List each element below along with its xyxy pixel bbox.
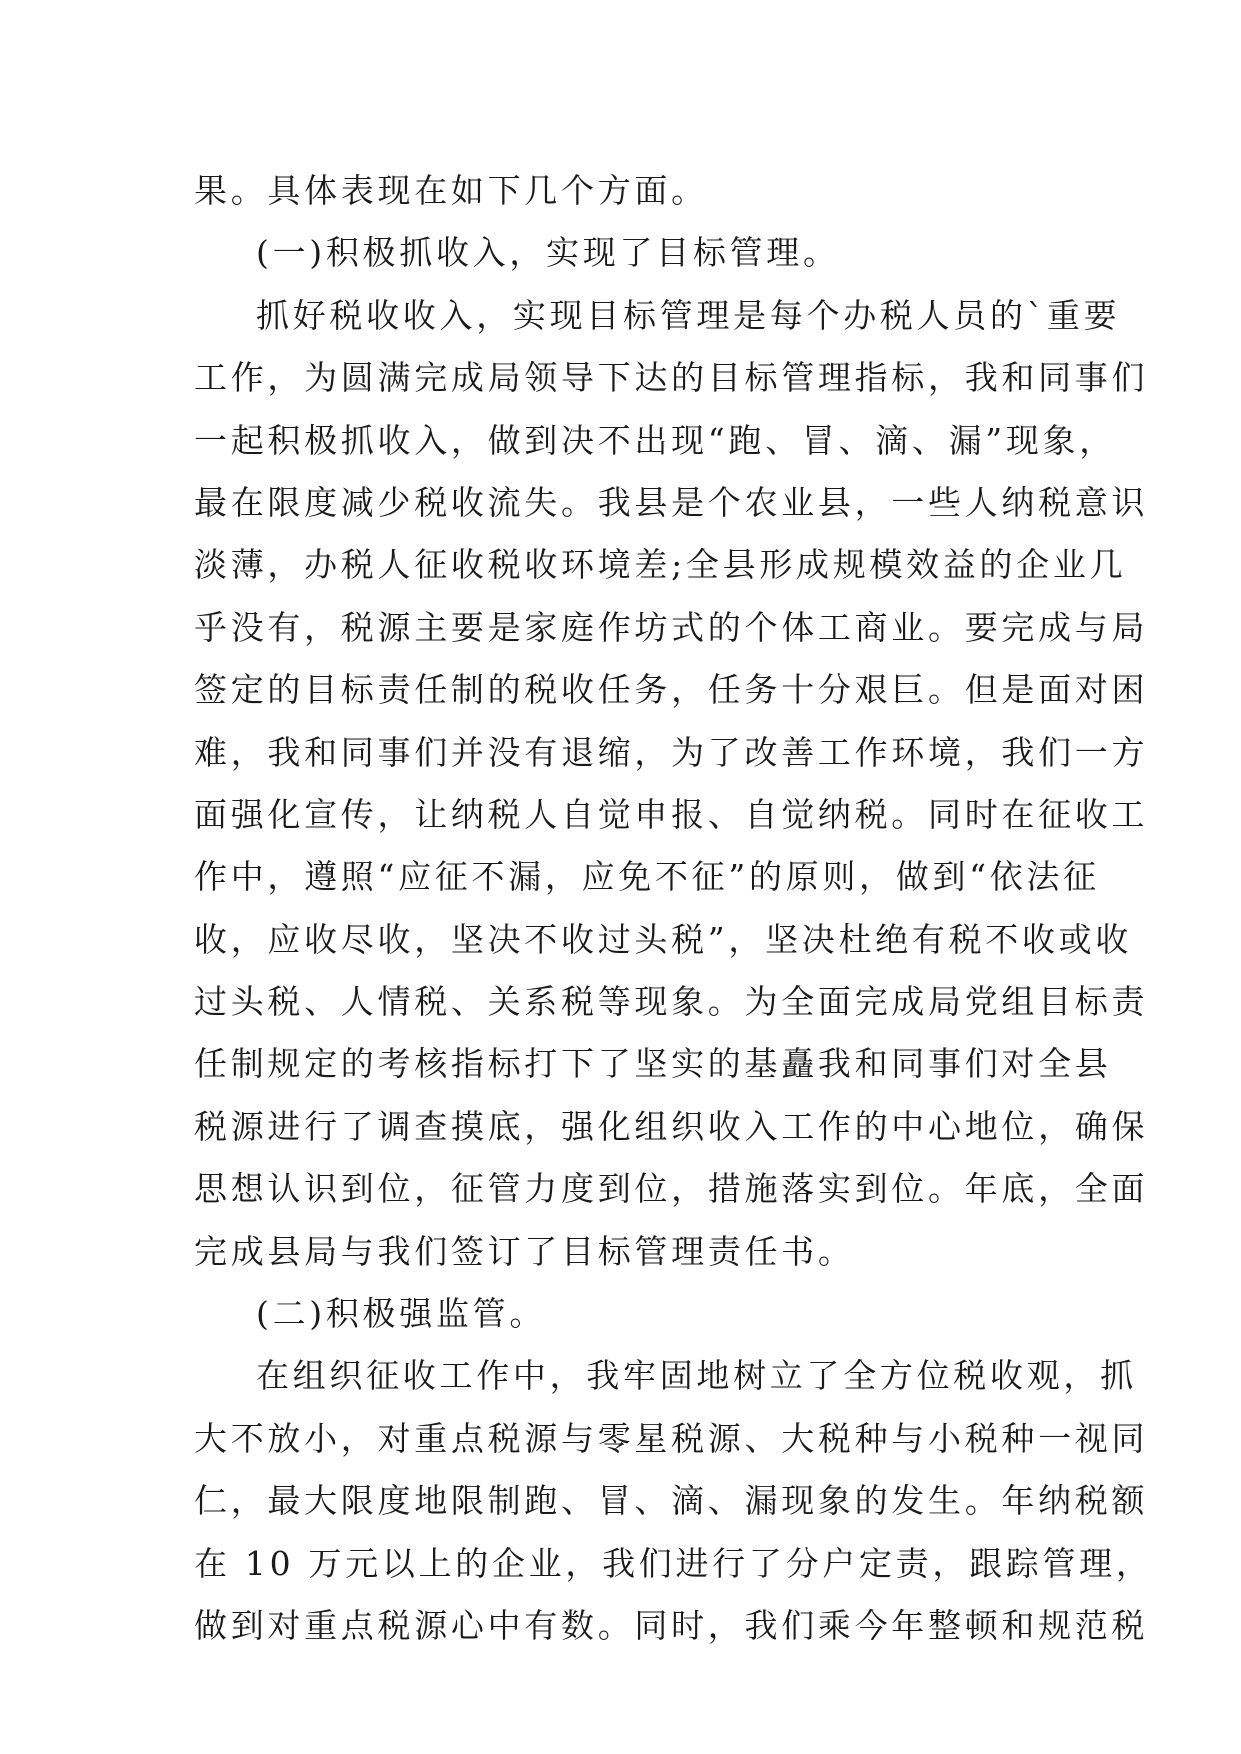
text-line: 签定的目标责任制的税收任务，任务十分艰巨。但是面对困	[194, 670, 1149, 710]
text-line: 仁，最大限度地限制跑、冒、滴、漏现象的发生。年纳税额	[194, 1481, 1149, 1521]
text-line: 乎没有，税源主要是家庭作坊式的个体工商业。要完成与局	[194, 607, 1149, 647]
text-line: 在组织征收工作中，我牢固地树立了全方位税收观，抓	[256, 1356, 1137, 1396]
text-line: 任制规定的考核指标打下了坚实的基矗我和同事们对全县	[194, 1044, 1112, 1084]
text-line: 工作，为圆满完成局领导下达的目标管理指标，我和同事们	[194, 358, 1149, 398]
text-line: 大不放小，对重点税源与零星税源、大税种与小税种一视同	[194, 1418, 1149, 1458]
text-line: 收，应收尽收，坚决不收过头税”，坚决杜绝有税不收或收	[194, 919, 1133, 959]
text-line: 过头税、人情税、关系税等现象。为全面完成局党组目标责	[194, 982, 1149, 1022]
text-line: 做到对重点税源心中有数。同时，我们乘今年整顿和规范税	[194, 1605, 1149, 1645]
text-line: 完成县局与我们签订了目标管理责任书。	[194, 1231, 855, 1271]
section-heading: (二)积极强监管。	[256, 1294, 547, 1334]
section-heading: (一)积极抓收入，实现了目标管理。	[256, 233, 840, 273]
body-text	[194, 160, 1153, 1657]
text-line: 在 10 万元以上的企业，我们进行了分户定责，跟踪管理，	[194, 1543, 1153, 1583]
text-line: 最在限度减少税收流失。我县是个农业县，一些人纳税意识	[194, 482, 1149, 522]
text-line: 一起积极抓收入，做到决不出现“跑、冒、滴、漏”现象，	[194, 420, 1116, 460]
text-line: 抓好税收收入，实现目标管理是每个办税人员的`重要	[256, 295, 1121, 335]
text-line: 思想认识到位，征管力度到位，措施落实到位。年底，全面	[194, 1169, 1149, 1209]
text-line: 难，我和同事们并没有退缩，为了改善工作环境，我们一方	[194, 732, 1149, 772]
text-line: 税源进行了调查摸底，强化组织收入工作的中心地位，确保	[194, 1106, 1149, 1146]
text-line: 淡薄，办税人征收税收环境差;全县形成规模效益的企业几	[194, 545, 1127, 585]
text-line: 果。具体表现在如下几个方面。	[194, 171, 708, 210]
text-line: 面强化宣传，让纳税人自觉申报、自觉纳税。同时在征收工	[194, 794, 1149, 834]
text-line: 作中，遵照“应征不漏，应免不征”的原则，做到“依法征	[194, 857, 1100, 897]
